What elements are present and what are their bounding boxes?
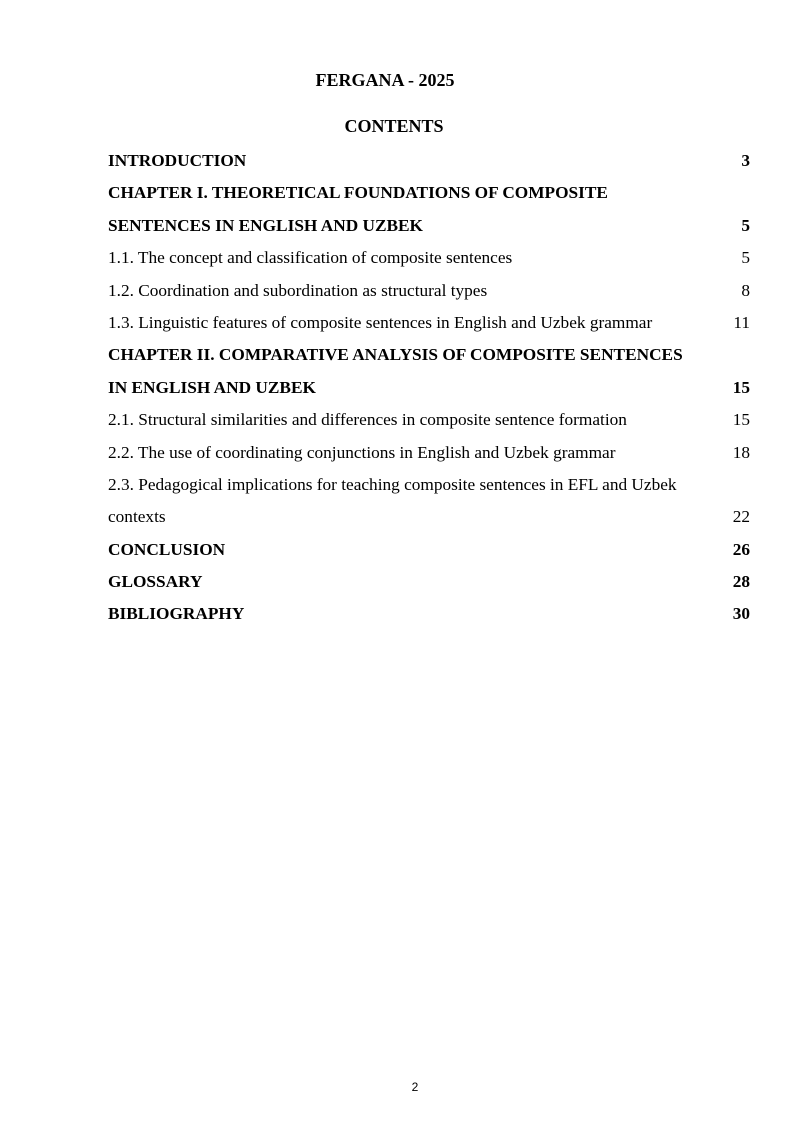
toc-entry-1-1[interactable] xyxy=(108,242,750,274)
toc-entry-introduction[interactable] xyxy=(108,145,750,177)
toc-entry-2-3[interactable] xyxy=(108,501,750,533)
toc-title: BIBLIOGRAPHY xyxy=(108,604,245,624)
toc-entry-bibliography[interactable] xyxy=(108,598,750,630)
toc-title: contexts xyxy=(108,507,166,527)
toc-entry-chapter2[interactable] xyxy=(108,372,750,404)
toc-entry-chapter1[interactable] xyxy=(108,210,750,242)
toc-title: 2.1. Structural similarities and differences in composite sentence formation xyxy=(108,410,627,430)
toc-page-number: 18 xyxy=(732,442,750,462)
toc-page-number: 28 xyxy=(732,572,750,592)
toc-page-number: 22 xyxy=(732,507,750,527)
toc-title: INTRODUCTION xyxy=(108,151,247,170)
toc-entry-chapter1-line1[interactable]: CHAPTER I. THEORETICAL FOUNDATIONS OF COMPOSITE xyxy=(108,183,608,203)
toc-page-number: 26 xyxy=(732,539,750,559)
toc-page-number: 8 xyxy=(741,280,750,300)
toc-page-number: 3 xyxy=(741,151,750,170)
toc-entry-2-1[interactable] xyxy=(108,404,750,436)
toc-title: 2.2. The use of coordinating conjunctions in English and Uzbek grammar xyxy=(108,442,616,462)
toc-title: 1.2. Coordination and subordination as structural types xyxy=(108,280,488,300)
toc-title: 1.1. The concept and classification of composite sentences xyxy=(108,248,513,268)
toc-entry-conclusion[interactable] xyxy=(108,534,750,566)
toc-entry-chapter2-line1[interactable]: CHAPTER II. COMPARATIVE ANALYSIS OF COMPOSITE SENTENCES xyxy=(108,345,683,365)
toc-page-number: 15 xyxy=(732,410,750,430)
city-year-heading: FERGANA - 2025 xyxy=(315,70,455,90)
toc-page-number: 5 xyxy=(741,215,750,235)
toc-title: CONCLUSION xyxy=(108,539,226,559)
page-number: 2 xyxy=(411,1080,419,1094)
toc-entry-2-2[interactable] xyxy=(108,437,750,469)
contents-heading: CONTENTS xyxy=(344,116,444,136)
toc-entry-glossary[interactable] xyxy=(108,566,750,598)
toc-page-number: 30 xyxy=(732,604,750,624)
toc-page-number: 15 xyxy=(732,377,750,397)
toc-title: SENTENCES IN ENGLISH AND UZBEK xyxy=(108,215,423,235)
toc-title: GLOSSARY xyxy=(108,572,203,592)
toc-page-number: 5 xyxy=(741,248,750,268)
toc-entry-1-2[interactable] xyxy=(108,275,750,307)
toc-page-number: 11 xyxy=(733,312,750,332)
toc-entry-2-3-line1[interactable]: 2.3. Pedagogical implications for teaching composite sentences in EFL and Uzbek xyxy=(108,474,677,494)
table-of-contents xyxy=(108,145,750,631)
toc-title: IN ENGLISH AND UZBEK xyxy=(108,377,316,397)
toc-title: 1.3. Linguistic features of composite sentences in English and Uzbek grammar xyxy=(108,312,653,332)
toc-entry-1-3[interactable] xyxy=(108,307,750,339)
